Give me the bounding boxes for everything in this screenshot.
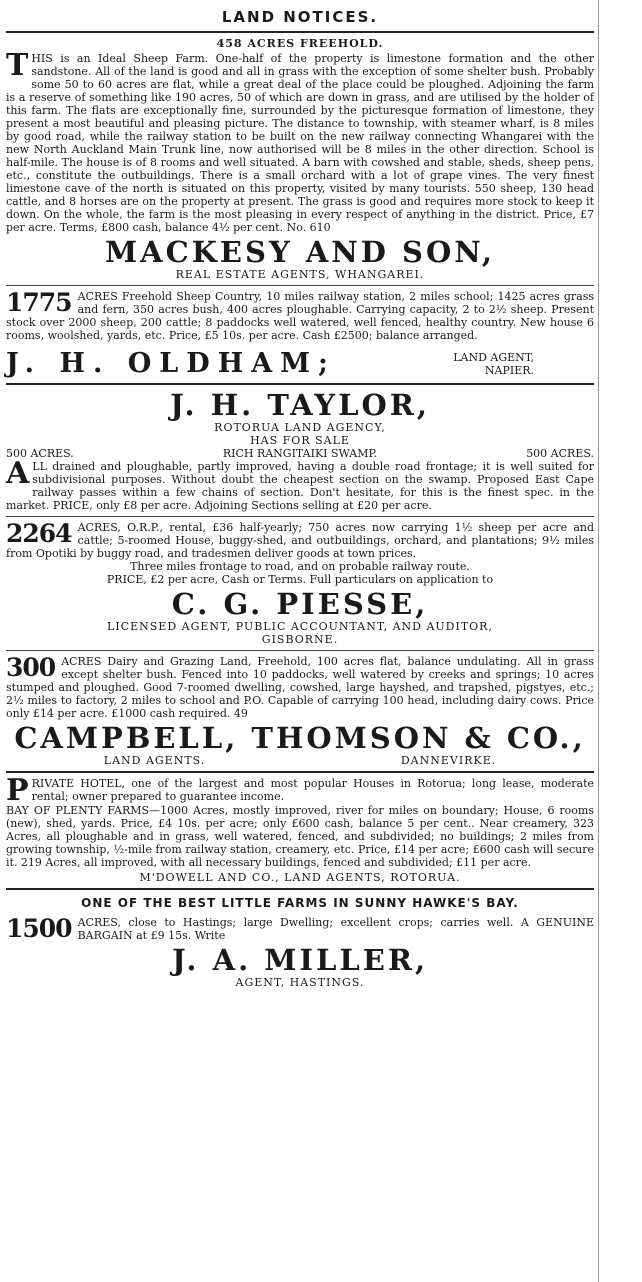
acres-left: 500 ACRES. bbox=[6, 447, 74, 460]
frontage-line: Three miles frontage to road, and on probable railway route. bbox=[130, 560, 470, 573]
agent-name: J. H. TAYLOR, bbox=[170, 388, 430, 422]
agent-name: CAMPBELL, THOMSON & CO., bbox=[14, 721, 586, 755]
agency-name: ROTORUA LAND AGENCY, bbox=[214, 421, 386, 434]
acreage-number: 1775 bbox=[6, 288, 72, 317]
drop-cap: A bbox=[6, 456, 30, 491]
agent-details bbox=[453, 351, 534, 377]
agent-block bbox=[6, 348, 594, 379]
agent-name: MACKESY AND SON, bbox=[105, 235, 495, 269]
ad-body bbox=[6, 521, 594, 560]
divider bbox=[6, 888, 594, 890]
page-title: LAND NOTICES. bbox=[221, 8, 379, 26]
agent-subtitle: LICENSED AGENT, PUBLIC ACCOUNTANT, AND AUDITOR, bbox=[107, 620, 493, 633]
drop-cap: P bbox=[6, 773, 29, 808]
column-edge bbox=[598, 0, 599, 1282]
acreage-number: 2264 bbox=[6, 519, 72, 548]
ad-text: RIVATE HOTEL, one of the largest and most popular Houses in Rotorua; long lease, moderate rental; owner prepared to guarantee income. bbox=[31, 777, 594, 803]
ad-mdowell bbox=[6, 773, 594, 884]
divider bbox=[6, 285, 594, 286]
divider bbox=[6, 383, 594, 385]
ad-miller bbox=[6, 896, 594, 989]
ad-text: ACRES Dairy and Grazing Land, Freehold, 100 acres flat, balance undulating. All in grass except shelter bush. Fenced into 10 paddocks, well watered by creeks and springs; 10 acres stumped and ploughed. Good 7-roomed dwelling, cowshed, large hayshed, and trapshed, pigstyes, etc.; 2½ miles to factory, 2 miles to school and P.O. Capable of carrying 100 head, including dairy cows. Price only £14 per acre. £1000 cash required. 49 bbox=[6, 655, 594, 720]
divider bbox=[6, 650, 594, 651]
divider bbox=[6, 516, 594, 517]
ad-campbell bbox=[6, 655, 594, 767]
agent-name: J. A. MILLER, bbox=[171, 943, 429, 977]
agent-role: LAND AGENT, bbox=[453, 350, 534, 364]
agent-town: DANNEVIRKE. bbox=[400, 754, 497, 767]
ad-body bbox=[6, 655, 594, 720]
ad-taylor bbox=[6, 389, 594, 512]
drop-cap: T bbox=[6, 48, 29, 83]
for-sale-line: HAS FOR SALE bbox=[250, 434, 350, 447]
agent-town: NAPIER. bbox=[484, 363, 534, 377]
ad-body bbox=[6, 48, 594, 234]
ad-mackesy bbox=[6, 37, 594, 281]
acres-right: 500 ACRES. bbox=[526, 447, 594, 460]
divider bbox=[6, 31, 594, 33]
ad-text: ACRES Freehold Sheep Country, 10 miles railway station, 2 miles school; 1425 acres grass and fern, 350 acres bush, 400 acres ploughable. Carrying capacity, 2 to 2½ sheep. Present stock over 2000 sheep, 200 cattle; 8 paddocks well watered, well fenced, healthy country. New house 6 rooms, woolshed, yards, etc. Price, £5 10s. per acre. Cash £2500; balance arranged. bbox=[6, 290, 594, 342]
agent-name: M'DOWELL AND CO., LAND AGENTS, ROTORUA. bbox=[139, 871, 461, 884]
ad-body bbox=[6, 773, 594, 808]
ad-oldham bbox=[6, 290, 594, 379]
ad-body bbox=[6, 290, 594, 342]
land-notices-column bbox=[6, 4, 594, 989]
swamp-title: RICH RANGITAIKI SWAMP. bbox=[222, 447, 378, 460]
divider bbox=[6, 771, 594, 773]
agent-town: GISBORNE. bbox=[261, 633, 339, 646]
ad-text: HIS is an Ideal Sheep Farm. One-half of the property is limestone formation and the other sandstone. All of the land is good and all in grass with the exception of some shelter bush. Probably some 50 to 60 acres are flat, while a great deal of the place could be ploughed. Adjoining the farm is a reserve of something like 190 acres, 50 of which are down in grass, and are utilised by the holder of this farm. The flats are exceptionally fine, surrounded by the picturesque formation of limestone, they present a most beautiful and pleasing picture. The distance to township, with steamer wharf, is 8 miles by good road, while the railway station to be built on the new railway connecting Whangarei with the new North Auckland Main Trunk line, now authorised will be 8 miles in the other direction. School is half-mile. The house is of 8 rooms and well situated. A barn with cowshed and stable, sheds, sheep pens, etc., constitute the outbuildings. There is a small orchard with a lot of grape vines. The very finest limestone cave of the north is situated on this property, visited by many tourists. 550 sheep, 130 head cattle, and 8 horses are on the property at present. The grass is good and requires more stock to keep it down. On the whole, the farm is the most pleasing in every respect of anything in the district. Price, £7 per acre. Terms, £800 cash, balance 4½ per cent. No. 610 bbox=[6, 52, 594, 234]
acreage-number: 300 bbox=[6, 653, 56, 682]
agent-name: C. G. PIESSE, bbox=[171, 587, 429, 621]
agent-subtitle bbox=[6, 754, 594, 767]
agent-subtitle: REAL ESTATE AGENTS, WHANGAREI. bbox=[175, 268, 425, 281]
ad-heading: 458 ACRES FREEHOLD. bbox=[216, 37, 384, 50]
agent-subtitle: AGENT, HASTINGS. bbox=[235, 976, 365, 989]
ad-text-farms: BAY OF PLENTY FARMS—1000 Acres, mostly improved, river for miles on boundary; House, 6 rooms (new), shed, yards. Price, £4 10s. per acre; only £600 cash, balance 5 per cent.. Near creamery, 323 Acres, all ploughable and in grass, well watered, fenced, and subdivided; no buildings; 2 miles from growing township, ½-mile from railway station, creamery, etc. Price, £14 per acre; £600 cash will secure it. 219 Acres, all improved, with all necessary buildings, fenced and subdivided; £11 per acre. bbox=[6, 804, 594, 869]
ad-body bbox=[6, 916, 594, 942]
price-line: PRICE, £2 per acre, Cash or Terms. Full particulars on application to bbox=[106, 573, 494, 586]
ad-heading: ONE OF THE BEST LITTLE FARMS IN SUNNY HAWKE'S BAY. bbox=[81, 896, 519, 910]
ad-text: LL drained and ploughable, partly improved, having a double road frontage; it is well suited for subdivisional purposes. Without doubt the cheapest section on the swamp. Proposed East Cape railway passes within a few chains of section. Don't hesitate, for this is the finest spec. in the market. PRICE, only £8 per acre. Adjoining Sections selling at £20 per acre. bbox=[6, 460, 594, 512]
agent-name: J. H. OLDHAM; bbox=[6, 348, 337, 379]
ad-body bbox=[6, 456, 594, 512]
acres-row bbox=[6, 447, 594, 460]
ad-piesse bbox=[6, 521, 594, 646]
ad-text: ACRES, O.R.P., rental, £36 half-yearly; 750 acres now carrying 1½ sheep per acre and cattle; 5-roomed House, buggy-shed, and outbuildings, orchard, and plantations; 9½ miles from Opotiki by buggy road, and tradesmen deliver goods at town prices. bbox=[6, 521, 594, 560]
acreage-number: 1500 bbox=[6, 914, 72, 943]
agent-role: LAND AGENTS. bbox=[103, 754, 206, 767]
ad-text: ACRES, close to Hastings; large Dwelling; excellent crops; carries well. A GENUINE BARGAIN at £9 15s. Write bbox=[77, 916, 594, 942]
